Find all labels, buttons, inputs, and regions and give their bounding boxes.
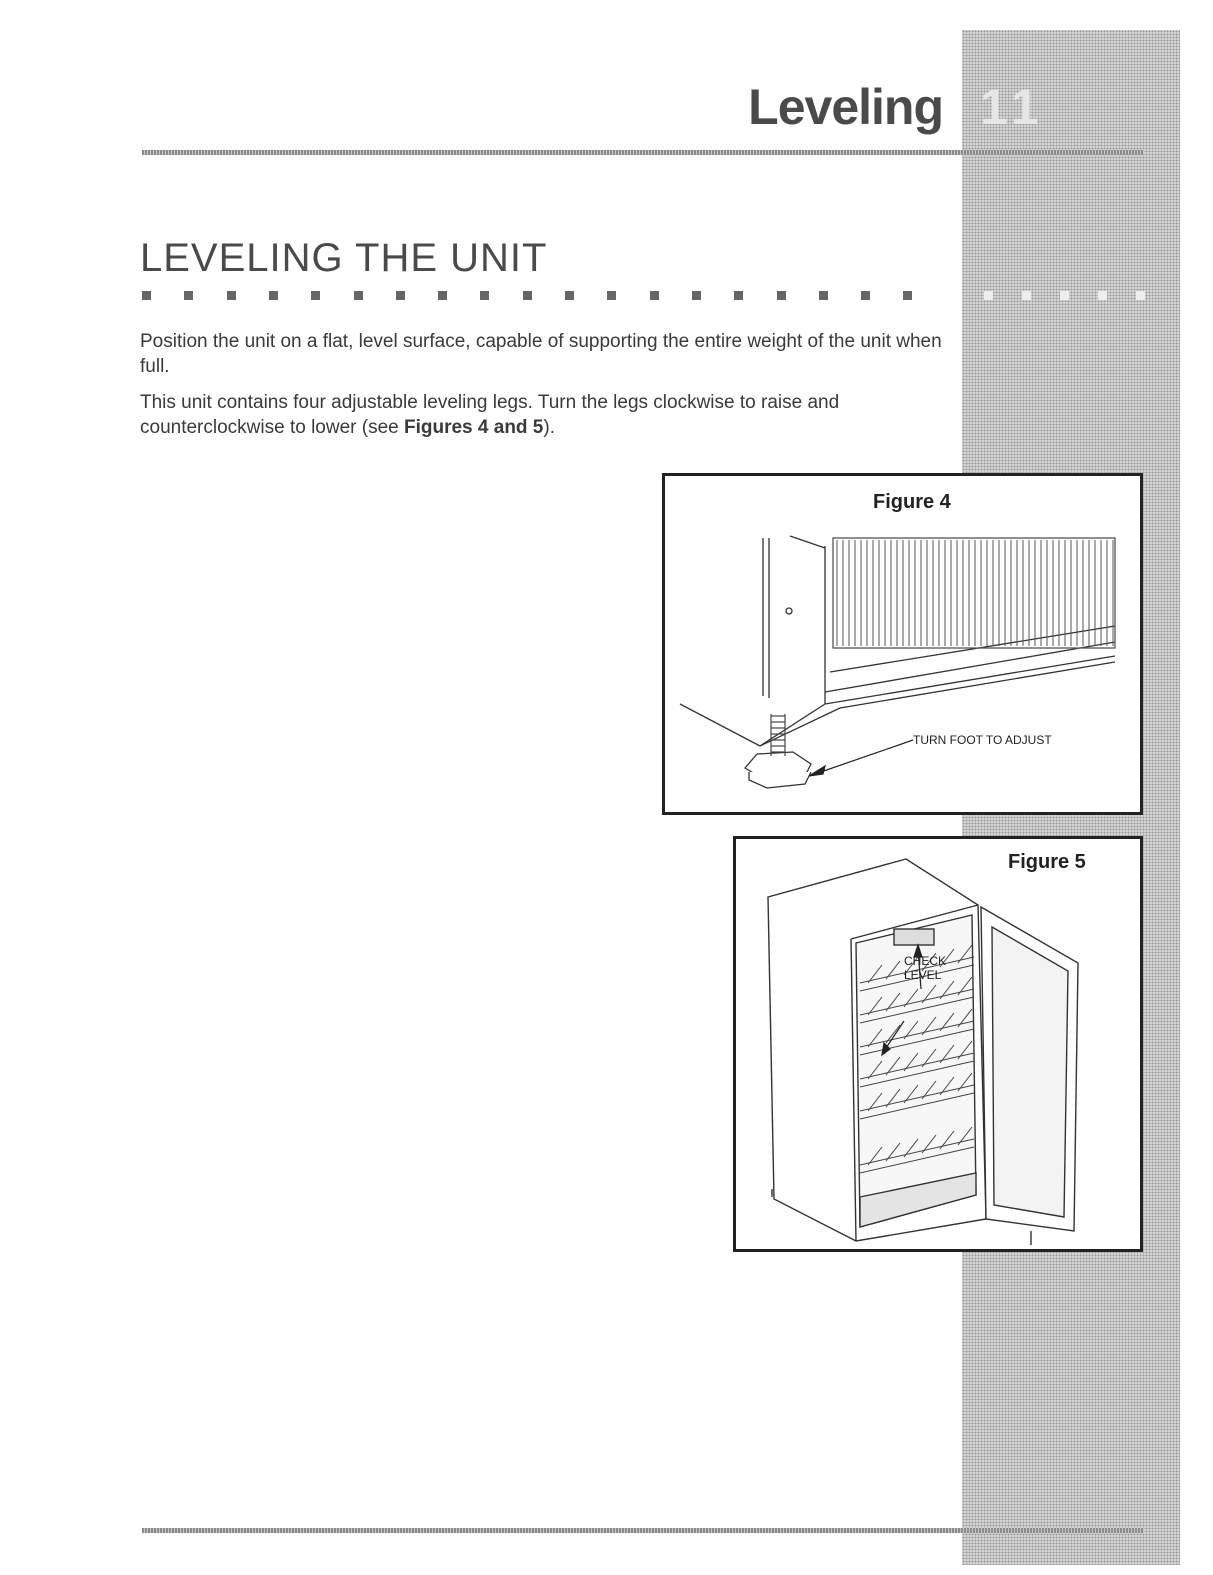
figure-4 — [662, 473, 1143, 815]
divider-square — [607, 291, 616, 300]
figure-5 — [733, 836, 1143, 1252]
divider-square — [311, 291, 320, 300]
paragraph-position: Position the unit on a flat, level surface, capable of supporting the entire weight of the unit when full. — [140, 331, 942, 377]
divider-square — [142, 291, 151, 300]
divider-square — [438, 291, 447, 300]
divider-square — [480, 291, 489, 300]
divider-square — [861, 291, 870, 300]
figure-5-callout-line2: LEVEL — [904, 968, 942, 982]
page-number: 11 — [980, 79, 1045, 135]
divider-square — [354, 291, 363, 300]
divider-square — [692, 291, 701, 300]
divider-square — [819, 291, 828, 300]
divider-square — [650, 291, 659, 300]
divider-square — [1136, 291, 1145, 300]
paragraph-legs-end: ). — [543, 417, 555, 438]
divider-square — [184, 291, 193, 300]
divider-square — [1022, 291, 1031, 300]
paragraph-legs-text: This unit contains four adjustable leveling legs. Turn the legs clockwise to raise and counterclockwise to lower (see — [140, 392, 840, 438]
figure-5-label: Figure 5 — [1008, 851, 1086, 873]
divider-square — [227, 291, 236, 300]
figure-4-callout: TURN FOOT TO ADJUST — [913, 733, 1052, 747]
divider-square — [1060, 291, 1069, 300]
divider-square — [903, 291, 912, 300]
divider-square — [396, 291, 405, 300]
footer-rule — [142, 1528, 1144, 1533]
divider-square — [269, 291, 278, 300]
leveling-foot-illustration — [665, 476, 1140, 812]
paragraph-legs — [140, 390, 960, 440]
figure-reference: Figures 4 and 5 — [404, 417, 544, 438]
divider-square — [984, 291, 993, 300]
header-rule — [142, 150, 1144, 155]
divider-square — [777, 291, 786, 300]
figure-4-label: Figure 4 — [873, 491, 951, 513]
divider-square — [1098, 291, 1107, 300]
header-title: Leveling — [748, 79, 943, 135]
divider-square — [523, 291, 532, 300]
divider-square — [565, 291, 574, 300]
section-heading: LEVELING THE UNIT — [140, 236, 548, 280]
cabinet-illustration — [736, 839, 1140, 1249]
divider-square — [734, 291, 743, 300]
figure-5-callout-line1: CHECK — [904, 954, 947, 968]
section-divider — [142, 291, 1152, 303]
